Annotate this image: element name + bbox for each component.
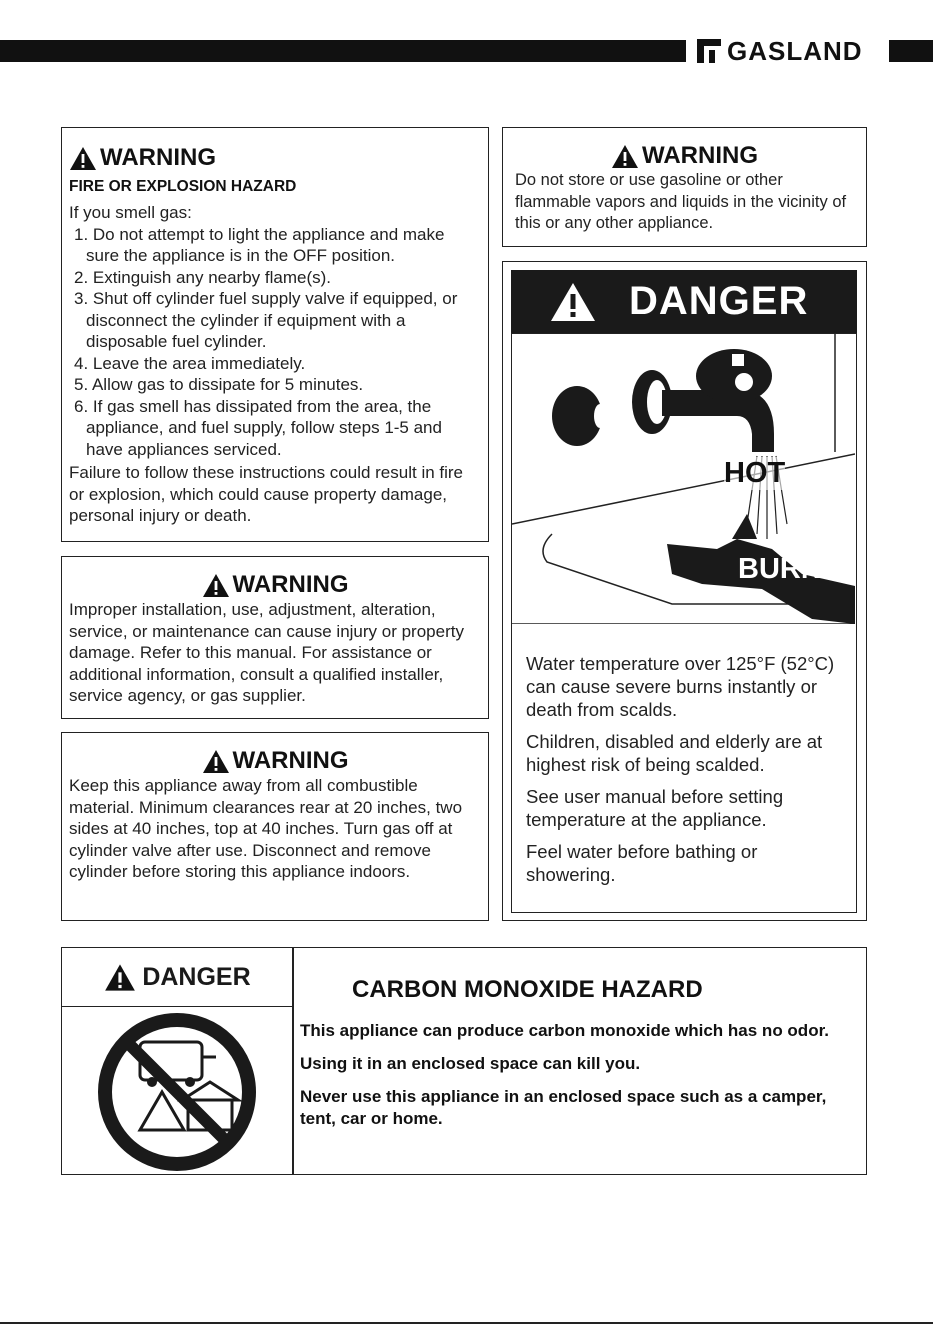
warning-heading-text: WARNING xyxy=(232,571,349,598)
hot-label: HOT xyxy=(724,457,786,489)
footer-line xyxy=(0,1322,933,1324)
warning-clearance-box xyxy=(61,732,489,921)
danger-scald-panel xyxy=(511,333,857,913)
warning-heading xyxy=(69,144,481,172)
fire-intro: If you smell gas: xyxy=(69,203,192,222)
danger-banner-text: DANGER xyxy=(629,279,809,323)
clearance-text: Keep this appliance away from all combustible material. Minimum clearances rear at 20 inches, two sides at 40 inches, top at 40 inches. Turn gas off at cylinder valve after use. Disconnect and remove cylinder before storing this appliance indoors. xyxy=(69,776,463,881)
warning-triangle-icon xyxy=(549,281,597,323)
fire-hazard-subheading: FIRE OR EXPLOSION HAZARD xyxy=(69,178,297,195)
scald-text xyxy=(526,652,848,895)
co-paragraph: This appliance can produce carbon monoxide which has no odor. xyxy=(300,1021,829,1040)
list-item: 5. Allow gas to dissipate for 5 minutes. xyxy=(74,375,364,394)
list-item: 2. Extinguish any nearby flame(s). xyxy=(74,267,332,287)
warning-heading xyxy=(515,142,854,170)
list-item: 1. Do not attempt to light the appliance and make sure the appliance is in the OFF position. xyxy=(74,224,445,265)
warning-heading-text: WARNING xyxy=(232,747,349,774)
gasland-logo-icon xyxy=(697,39,721,63)
list-item: 3. Shut off cylinder fuel supply valve if equipped, or disconnect the cylinder if equipment with a disposable fuel cylinder. xyxy=(74,289,458,351)
co-title: CARBON MONOXIDE HAZARD xyxy=(352,976,703,1003)
warning-fire-box xyxy=(61,127,489,542)
danger-scald-box xyxy=(502,261,867,921)
scald-paragraph: Feel water before bathing or showering. xyxy=(526,841,758,885)
warning-triangle-icon xyxy=(69,146,97,171)
warning-heading xyxy=(69,571,481,599)
no-enclosed-space-icon xyxy=(92,1012,262,1172)
brand-name: GASLAND xyxy=(727,35,863,66)
scald-paragraph: Water temperature over 125°F (52°C) can cause severe burns instantly or death from scalds. xyxy=(526,653,835,720)
danger-heading xyxy=(62,948,293,1007)
warning-triangle-icon xyxy=(202,749,230,774)
co-paragraph: Using it in an enclosed space can kill you. xyxy=(300,1054,641,1073)
danger-heading-text: DANGER xyxy=(142,962,251,991)
co-paragraph: Never use this appliance in an enclosed space such as a camper, tent, car or home. xyxy=(300,1087,827,1128)
list-item: 6. If gas smell has dissipated from the area, the appliance, and fuel supply, follow steps 1-5 and have appliances serviced. xyxy=(74,396,442,459)
install-text: Improper installation, use, adjustment, alteration, service, or maintenance can cause injury or property damage. Refer to this manual. For assistance or additional information, consult a qualified installer, service agency, or gas supplier. xyxy=(69,600,464,705)
warning-triangle-icon xyxy=(202,573,230,598)
danger-banner xyxy=(511,270,857,333)
fire-steps-list xyxy=(69,224,481,461)
warning-triangle-icon xyxy=(611,144,639,169)
header-bar xyxy=(0,40,686,62)
list-item: 4. Leave the area immediately. xyxy=(74,353,306,373)
warning-gasoline-box xyxy=(502,127,867,247)
header-bar-end xyxy=(889,40,933,62)
scald-paragraph: Children, disabled and elderly are at highest risk of being scalded. xyxy=(526,731,823,775)
gasoline-text: Do not store or use gasoline or other flammable vapors and liquids in the vicinity of this or any other appliance. xyxy=(515,171,847,232)
warning-heading-text: WARNING xyxy=(642,142,758,169)
fire-footer: Failure to follow these instructions could result in fire or explosion, which could cause property damage, personal injury or death. xyxy=(69,463,464,525)
brand-logo xyxy=(697,34,863,68)
burn-label: BURN xyxy=(738,553,822,585)
warning-install-box xyxy=(61,556,489,719)
co-divider xyxy=(292,948,294,1174)
scald-paragraph: See user manual before setting temperature at the appliance. xyxy=(526,786,784,830)
warning-triangle-icon xyxy=(104,963,136,992)
co-body xyxy=(300,1020,860,1141)
warning-heading xyxy=(69,747,481,775)
warning-heading-text: WARNING xyxy=(100,144,216,171)
danger-co-box xyxy=(61,947,867,1175)
